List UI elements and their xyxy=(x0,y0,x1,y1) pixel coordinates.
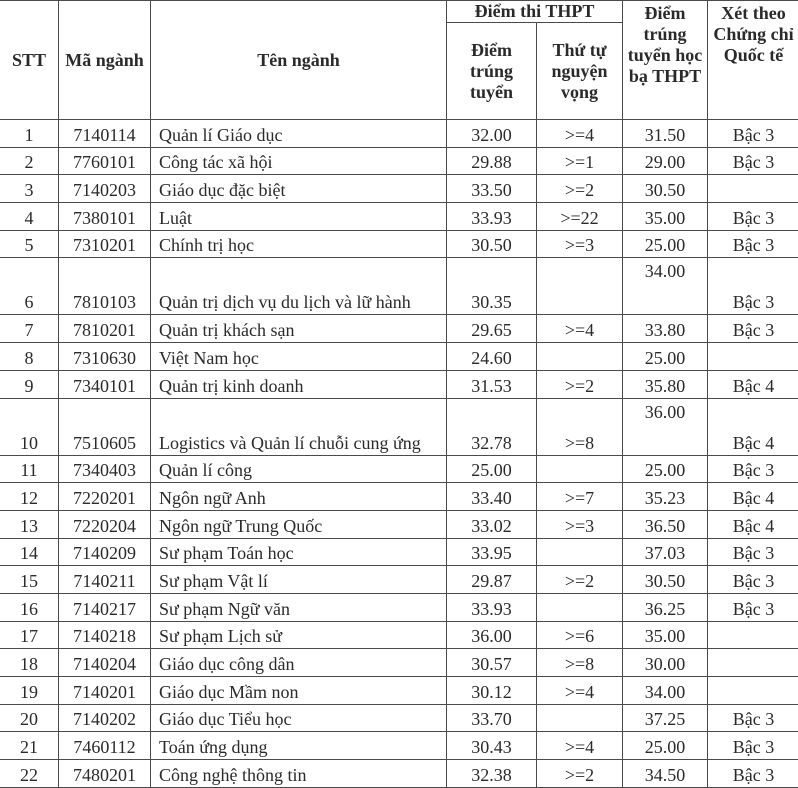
chung-chi-cell: Bậc 4 xyxy=(708,370,798,398)
table-row xyxy=(0,649,798,677)
table-row xyxy=(0,343,798,371)
thu-tu-nguyen-vong-cell: >=1 xyxy=(537,147,623,175)
stt-cell: 8 xyxy=(0,343,59,371)
stt-cell: 7 xyxy=(0,315,59,343)
table-row xyxy=(0,258,798,315)
stt-cell: 18 xyxy=(0,649,59,677)
table-row xyxy=(0,732,798,760)
diem-trung-tuyen-cell: 33.70 xyxy=(447,704,537,732)
ten-nganh-cell: Sư phạm Toán học xyxy=(151,538,447,566)
thu-tu-nguyen-vong-cell: >=3 xyxy=(537,510,623,538)
chung-chi-cell xyxy=(708,649,798,677)
diem-trung-tuyen-cell: 30.50 xyxy=(447,230,537,258)
ma-nganh-cell: 7760101 xyxy=(59,147,151,175)
stt-cell: 20 xyxy=(0,704,59,732)
chung-chi-cell: Bậc 3 xyxy=(708,566,798,594)
diem-hoc-ba-cell: 35.00 xyxy=(623,203,708,231)
stt-cell: 22 xyxy=(0,760,59,788)
chung-chi-cell xyxy=(708,621,798,649)
header-diem-hoc-ba: Điểm trúng tuyển học bạ THPT xyxy=(623,1,708,120)
ma-nganh-cell: 7140203 xyxy=(59,175,151,203)
ten-nganh-cell: Toán ứng dụng xyxy=(151,732,447,760)
diem-trung-tuyen-cell: 30.35 xyxy=(447,258,537,315)
table-row xyxy=(0,455,798,483)
ma-nganh-cell: 7460112 xyxy=(59,732,151,760)
diem-hoc-ba-cell: 35.23 xyxy=(623,483,708,511)
ma-nganh-cell: 7480201 xyxy=(59,760,151,788)
thu-tu-nguyen-vong-cell: >=22 xyxy=(537,203,623,231)
thu-tu-nguyen-vong-cell: >=4 xyxy=(537,315,623,343)
diem-trung-tuyen-cell: 36.00 xyxy=(447,621,537,649)
chung-chi-cell: Bậc 4 xyxy=(708,483,798,511)
stt-cell: 21 xyxy=(0,732,59,760)
stt-cell: 5 xyxy=(0,230,59,258)
diem-hoc-ba-cell: 36.00 xyxy=(623,398,708,455)
ten-nganh-cell: Sư phạm Ngữ văn xyxy=(151,593,447,621)
stt-cell: 14 xyxy=(0,538,59,566)
header-ten-nganh: Tên ngành xyxy=(151,1,447,120)
ten-nganh-cell: Giáo dục công dân xyxy=(151,649,447,677)
table-row xyxy=(0,230,798,258)
table-row xyxy=(0,538,798,566)
diem-hoc-ba-cell: 33.80 xyxy=(623,315,708,343)
stt-cell: 6 xyxy=(0,258,59,315)
ma-nganh-cell: 7140209 xyxy=(59,538,151,566)
ma-nganh-cell: 7140211 xyxy=(59,566,151,594)
ten-nganh-cell: Giáo dục đặc biệt xyxy=(151,175,447,203)
thu-tu-nguyen-vong-cell xyxy=(537,593,623,621)
chung-chi-cell: Bậc 3 xyxy=(708,732,798,760)
stt-cell: 19 xyxy=(0,677,59,705)
thu-tu-nguyen-vong-cell xyxy=(537,258,623,315)
ten-nganh-cell: Quản trị dịch vụ du lịch và lữ hành xyxy=(151,258,447,315)
diem-trung-tuyen-cell: 30.57 xyxy=(447,649,537,677)
diem-hoc-ba-cell: 34.50 xyxy=(623,760,708,788)
ten-nganh-cell: Giáo dục Tiểu học xyxy=(151,704,447,732)
thu-tu-nguyen-vong-cell xyxy=(537,704,623,732)
diem-trung-tuyen-cell: 25.00 xyxy=(447,455,537,483)
diem-trung-tuyen-cell: 29.87 xyxy=(447,566,537,594)
chung-chi-cell: Bậc 3 xyxy=(708,203,798,231)
diem-hoc-ba-cell: 30.00 xyxy=(623,649,708,677)
diem-trung-tuyen-cell: 33.95 xyxy=(447,538,537,566)
diem-hoc-ba-cell: 30.50 xyxy=(623,566,708,594)
thu-tu-nguyen-vong-cell xyxy=(537,455,623,483)
stt-cell: 13 xyxy=(0,510,59,538)
stt-cell: 9 xyxy=(0,370,59,398)
diem-hoc-ba-cell: 31.50 xyxy=(623,120,708,148)
ten-nganh-cell: Giáo dục Mầm non xyxy=(151,677,447,705)
thu-tu-nguyen-vong-cell: >=4 xyxy=(537,120,623,148)
thu-tu-nguyen-vong-cell: >=2 xyxy=(537,566,623,594)
diem-trung-tuyen-cell: 33.40 xyxy=(447,483,537,511)
diem-trung-tuyen-cell: 32.38 xyxy=(447,760,537,788)
diem-trung-tuyen-cell: 33.02 xyxy=(447,510,537,538)
thu-tu-nguyen-vong-cell xyxy=(537,538,623,566)
ten-nganh-cell: Quản trị kinh doanh xyxy=(151,370,447,398)
ten-nganh-cell: Quản lí công xyxy=(151,455,447,483)
thu-tu-nguyen-vong-cell: >=4 xyxy=(537,732,623,760)
ten-nganh-cell: Quản lí Giáo dục xyxy=(151,120,447,148)
ma-nganh-cell: 7810201 xyxy=(59,315,151,343)
diem-hoc-ba-cell: 37.25 xyxy=(623,704,708,732)
thu-tu-nguyen-vong-cell: >=4 xyxy=(537,677,623,705)
table-row xyxy=(0,483,798,511)
diem-hoc-ba-cell: 25.00 xyxy=(623,732,708,760)
diem-trung-tuyen-cell: 24.60 xyxy=(447,343,537,371)
stt-cell: 1 xyxy=(0,120,59,148)
diem-hoc-ba-cell: 25.00 xyxy=(623,230,708,258)
stt-cell: 12 xyxy=(0,483,59,511)
ma-nganh-cell: 7140204 xyxy=(59,649,151,677)
chung-chi-cell: Bậc 3 xyxy=(708,230,798,258)
chung-chi-cell: Bậc 3 xyxy=(708,593,798,621)
header-stt: STT xyxy=(0,1,59,120)
header-ma-nganh: Mã ngành xyxy=(59,1,151,120)
stt-cell: 16 xyxy=(0,593,59,621)
ma-nganh-cell: 7140217 xyxy=(59,593,151,621)
header-diem-thi-thpt: Điểm thi THPT xyxy=(447,1,623,23)
header-diem-trung-tuyen: Điểm trúng tuyển xyxy=(447,23,537,120)
ten-nganh-cell: Luật xyxy=(151,203,447,231)
chung-chi-cell: Bậc 3 xyxy=(708,455,798,483)
table-row xyxy=(0,760,798,788)
diem-hoc-ba-cell: 34.00 xyxy=(623,258,708,315)
table-row xyxy=(0,593,798,621)
diem-trung-tuyen-cell: 32.78 xyxy=(447,398,537,455)
table-row xyxy=(0,704,798,732)
stt-cell: 15 xyxy=(0,566,59,594)
ten-nganh-cell: Ngôn ngữ Trung Quốc xyxy=(151,510,447,538)
ten-nganh-cell: Ngôn ngữ Anh xyxy=(151,483,447,511)
thu-tu-nguyen-vong-cell: >=2 xyxy=(537,370,623,398)
thu-tu-nguyen-vong-cell: >=6 xyxy=(537,621,623,649)
table-row xyxy=(0,510,798,538)
diem-hoc-ba-cell: 36.25 xyxy=(623,593,708,621)
chung-chi-cell: Bậc 3 xyxy=(708,120,798,148)
chung-chi-cell: Bậc 3 xyxy=(708,760,798,788)
diem-hoc-ba-cell: 35.00 xyxy=(623,621,708,649)
table-row xyxy=(0,398,798,455)
ten-nganh-cell: Quản trị khách sạn xyxy=(151,315,447,343)
chung-chi-cell: Bậc 3 xyxy=(708,538,798,566)
diem-trung-tuyen-cell: 33.50 xyxy=(447,175,537,203)
chung-chi-cell: Bậc 4 xyxy=(708,510,798,538)
stt-cell: 17 xyxy=(0,621,59,649)
diem-trung-tuyen-cell: 32.00 xyxy=(447,120,537,148)
ma-nganh-cell: 7380101 xyxy=(59,203,151,231)
table-row xyxy=(0,175,798,203)
diem-trung-tuyen-cell: 30.43 xyxy=(447,732,537,760)
thu-tu-nguyen-vong-cell: >=7 xyxy=(537,483,623,511)
table-row xyxy=(0,147,798,175)
table-row xyxy=(0,315,798,343)
diem-trung-tuyen-cell: 29.65 xyxy=(447,315,537,343)
chung-chi-cell: Bậc 3 xyxy=(708,315,798,343)
diem-trung-tuyen-cell: 29.88 xyxy=(447,147,537,175)
ten-nganh-cell: Việt Nam học xyxy=(151,343,447,371)
table-row xyxy=(0,621,798,649)
table-row xyxy=(0,566,798,594)
stt-cell: 2 xyxy=(0,147,59,175)
ten-nganh-cell: Logistics và Quản lí chuỗi cung ứng xyxy=(151,398,447,455)
table-row xyxy=(0,120,798,148)
ten-nganh-cell: Công tác xã hội xyxy=(151,147,447,175)
diem-trung-tuyen-cell: 30.12 xyxy=(447,677,537,705)
stt-cell: 3 xyxy=(0,175,59,203)
ma-nganh-cell: 7510605 xyxy=(59,398,151,455)
header-thu-tu-nguyen-vong: Thứ tự nguyện vọng xyxy=(537,23,623,120)
ma-nganh-cell: 7140218 xyxy=(59,621,151,649)
ma-nganh-cell: 7220204 xyxy=(59,510,151,538)
diem-trung-tuyen-cell: 33.93 xyxy=(447,593,537,621)
thu-tu-nguyen-vong-cell xyxy=(537,343,623,371)
diem-hoc-ba-cell: 25.00 xyxy=(623,455,708,483)
diem-trung-tuyen-cell: 31.53 xyxy=(447,370,537,398)
ten-nganh-cell: Sư phạm Vật lí xyxy=(151,566,447,594)
ma-nganh-cell: 7140114 xyxy=(59,120,151,148)
ma-nganh-cell: 7140201 xyxy=(59,677,151,705)
table-body xyxy=(0,120,798,788)
stt-cell: 4 xyxy=(0,203,59,231)
ma-nganh-cell: 7140202 xyxy=(59,704,151,732)
table-row xyxy=(0,370,798,398)
chung-chi-cell: Bậc 3 xyxy=(708,147,798,175)
diem-hoc-ba-cell: 30.50 xyxy=(623,175,708,203)
chung-chi-cell xyxy=(708,175,798,203)
diem-hoc-ba-cell: 25.00 xyxy=(623,343,708,371)
thu-tu-nguyen-vong-cell: >=3 xyxy=(537,230,623,258)
ten-nganh-cell: Sư phạm Lịch sử xyxy=(151,621,447,649)
chung-chi-cell: Bậc 3 xyxy=(708,704,798,732)
stt-cell: 10 xyxy=(0,398,59,455)
chung-chi-cell xyxy=(708,677,798,705)
ma-nganh-cell: 7810103 xyxy=(59,258,151,315)
stt-cell: 11 xyxy=(0,455,59,483)
ma-nganh-cell: 7340403 xyxy=(59,455,151,483)
thu-tu-nguyen-vong-cell: >=2 xyxy=(537,175,623,203)
thu-tu-nguyen-vong-cell: >=8 xyxy=(537,649,623,677)
diem-hoc-ba-cell: 34.00 xyxy=(623,677,708,705)
table-row xyxy=(0,203,798,231)
ten-nganh-cell: Công nghệ thông tin xyxy=(151,760,447,788)
ma-nganh-cell: 7310630 xyxy=(59,343,151,371)
ma-nganh-cell: 7340101 xyxy=(59,370,151,398)
diem-hoc-ba-cell: 37.03 xyxy=(623,538,708,566)
header-xet-chung-chi: Xét theo Chứng chỉ Quốc tế xyxy=(708,1,798,120)
thu-tu-nguyen-vong-cell: >=2 xyxy=(537,760,623,788)
thu-tu-nguyen-vong-cell: >=8 xyxy=(537,398,623,455)
ten-nganh-cell: Chính trị học xyxy=(151,230,447,258)
diem-hoc-ba-cell: 36.50 xyxy=(623,510,708,538)
chung-chi-cell: Bậc 3 xyxy=(708,258,798,315)
chung-chi-cell xyxy=(708,343,798,371)
chung-chi-cell: Bậc 4 xyxy=(708,398,798,455)
ma-nganh-cell: 7310201 xyxy=(59,230,151,258)
diem-hoc-ba-cell: 29.00 xyxy=(623,147,708,175)
table-row xyxy=(0,677,798,705)
ma-nganh-cell: 7220201 xyxy=(59,483,151,511)
diem-trung-tuyen-cell: 33.93 xyxy=(447,203,537,231)
diem-hoc-ba-cell: 35.80 xyxy=(623,370,708,398)
